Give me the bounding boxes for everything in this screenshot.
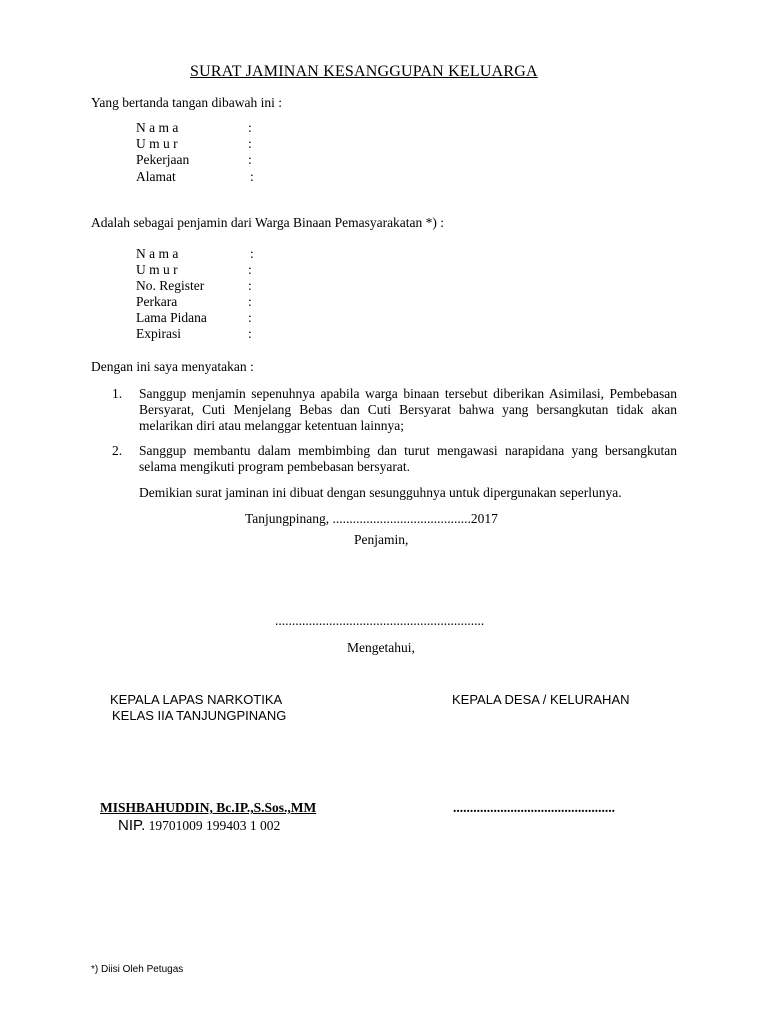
field-label: Pekerjaan bbox=[136, 152, 190, 167]
field-colon: : bbox=[248, 326, 252, 341]
left-official-nip bbox=[118, 818, 280, 834]
field-label: No. Register bbox=[136, 278, 205, 293]
statement-intro-text: Dengan ini saya menyatakan : bbox=[91, 359, 254, 374]
right-official-title: KEPALA DESA / KELURAHAN bbox=[452, 692, 630, 707]
statement-text: Sanggup membantu dalam membimbing dan turut mengawasi narapidana yang bersangkutan selama mengikuti program pembebasan bersyarat. bbox=[139, 443, 677, 474]
field-colon: : bbox=[248, 278, 252, 293]
closing-text: Demikian surat jaminan ini dibuat dengan sesungguhnya untuk dipergunakan seperlunya. bbox=[139, 485, 622, 500]
field-label: Perkara bbox=[136, 294, 178, 309]
field-label: N a m a bbox=[136, 246, 179, 261]
field-colon: : bbox=[250, 169, 254, 184]
acknowledged-label: Mengetahui, bbox=[347, 640, 415, 655]
guarantor-signature-line: .............................................................. bbox=[275, 613, 485, 628]
nip-value: 19701009 199403 1 002 bbox=[148, 818, 281, 833]
field-colon: : bbox=[248, 294, 252, 309]
guarantor-role: Penjamin, bbox=[354, 532, 409, 547]
field-label: Expirasi bbox=[136, 326, 181, 341]
field-label: Lama Pidana bbox=[136, 310, 207, 325]
footnote: *) Diisi Oleh Petugas bbox=[91, 964, 184, 975]
field-label: Alamat bbox=[136, 169, 176, 184]
document-title: SURAT JAMINAN KESANGGUPAN KELUARGA bbox=[190, 63, 538, 80]
statement-item bbox=[112, 386, 677, 436]
left-official-title-line1: KEPALA LAPAS NARKOTIKA bbox=[110, 692, 283, 707]
field-colon: : bbox=[248, 152, 252, 167]
field-colon: : bbox=[248, 310, 252, 325]
field-label: N a m a bbox=[136, 120, 179, 135]
statement-item bbox=[112, 443, 677, 477]
field-colon: : bbox=[248, 120, 252, 135]
left-official-title-line2: KELAS IIA TANJUNGPINANG bbox=[112, 708, 287, 723]
field-label: U m u r bbox=[136, 136, 178, 151]
statement-number: 1. bbox=[112, 386, 123, 401]
nip-label: NIP. bbox=[118, 817, 146, 834]
left-official-name: MISHBAHUDDIN, Bc.IP.,S.Sos.,MM bbox=[100, 800, 317, 815]
field-colon: : bbox=[248, 262, 252, 277]
field-label: U m u r bbox=[136, 262, 178, 277]
place-date: Tanjungpinang, .........................................2017 bbox=[245, 511, 498, 526]
statement-number: 2. bbox=[112, 443, 123, 458]
inmate-intro-text: Adalah sebagai penjamin dari Warga Binaan Pemasyarakatan *) : bbox=[91, 215, 445, 230]
right-official-name-line: ................................................ bbox=[453, 800, 615, 815]
intro-text: Yang bertanda tangan dibawah ini : bbox=[91, 95, 282, 110]
field-colon: : bbox=[248, 136, 252, 151]
field-colon: : bbox=[250, 246, 254, 261]
statement-text: Sanggup menjamin sepenuhnya apabila warga binaan tersebut diberikan Asimilasi, Pembebasan Bersyarat, Cuti Menjelang Bebas dan Cuti Bersyarat bahwa yang bersangkutan tidak akan melarikan diri atau melanggar ketentuan lainnya; bbox=[139, 386, 677, 433]
